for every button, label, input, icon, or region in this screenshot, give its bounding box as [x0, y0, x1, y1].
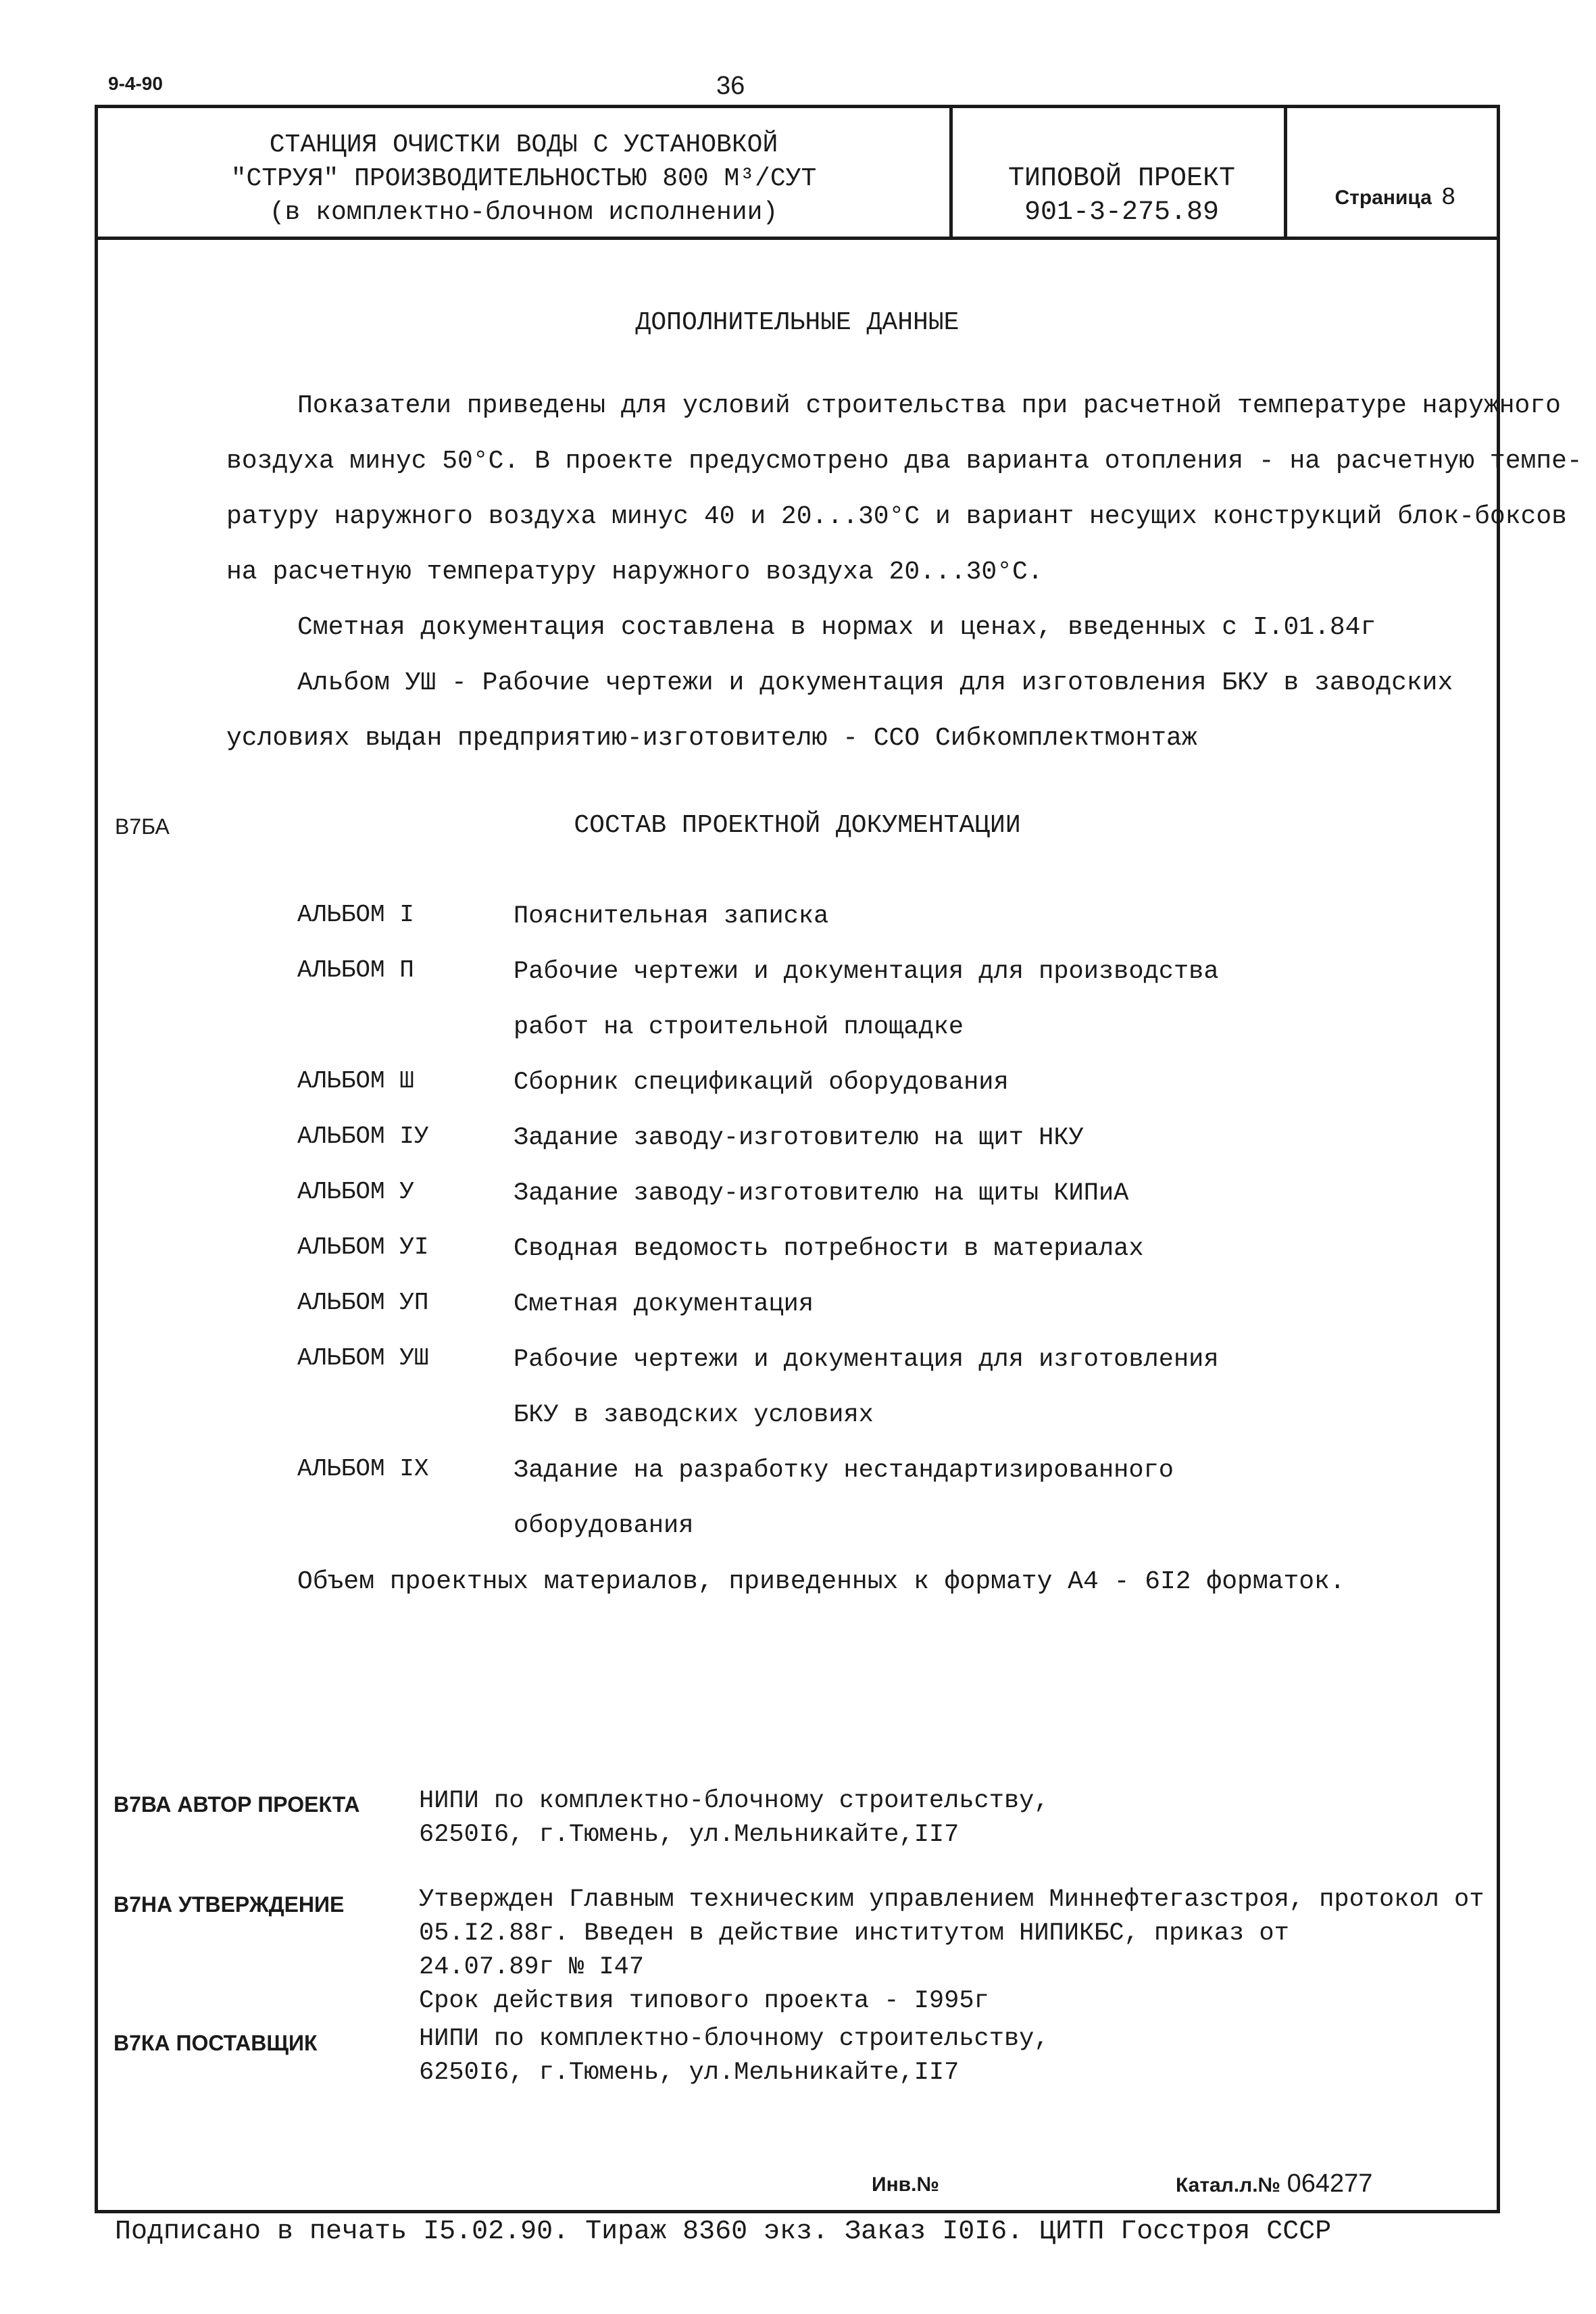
- album-text: Рабочие чертежи и документация для изготовления: [514, 1346, 1219, 1374]
- approval-label: В7НА УТВЕРЖДЕНИЕ: [114, 1892, 345, 1917]
- composition-code: В7БА: [115, 814, 170, 839]
- catalog-number: 064277: [1287, 2169, 1373, 2198]
- album-label: АЛЬБОМ У: [297, 1178, 414, 1206]
- paragraph-line: воздуха минус 50°С. В проекте предусмотрено два варианта отопления - на расчетную темпе-: [226, 447, 1582, 476]
- header-page: [1294, 184, 1497, 212]
- header-title: [101, 128, 946, 230]
- approval-line: Срок действия типового проекта - I995г: [419, 1987, 989, 2015]
- album-text: работ на строительной площадке: [514, 1013, 964, 1041]
- album-label: АЛЬБОМ УШ: [297, 1344, 429, 1372]
- album-text: БКУ в заводских условиях: [514, 1401, 874, 1429]
- paragraph-line: Сметная документация составлена в нормах и ценах, введенных с I.01.84г: [297, 613, 1376, 642]
- album-text: оборудования: [514, 1512, 694, 1540]
- page-number: 36: [716, 72, 745, 100]
- album-text: Рабочие чертежи и документация для производства: [514, 958, 1219, 986]
- album-label: АЛЬБОМ П: [297, 956, 414, 984]
- paragraph-line: на расчетную температуру наружного воздуха 20...30°С.: [226, 558, 1043, 587]
- approval-line: Утвержден Главным техническим управлением Миннефтегазстроя, протокол от: [419, 1886, 1485, 1914]
- album-label: АЛЬБОМ I: [297, 901, 414, 929]
- header-divider: [949, 105, 953, 237]
- album-text: Задание на разработку нестандартизированного: [514, 1456, 1174, 1485]
- header-project: [959, 162, 1284, 230]
- album-label: АЛЬБОМ УП: [297, 1289, 429, 1316]
- author-label: В7ВА АВТОР ПРОЕКТА: [114, 1792, 360, 1817]
- album-label: АЛЬБОМ Ш: [297, 1067, 414, 1095]
- paragraph-line: Альбом УШ - Рабочие чертежи и документация для изготовления БКУ в заводских: [297, 668, 1453, 697]
- approval-line: 05.I2.88г. Введен в действие институтом НИПИКБС, приказ от: [419, 1919, 1289, 1948]
- paragraph-line: Показатели приведены для условий строительства при расчетной температуре наружного: [297, 391, 1561, 420]
- additional-heading: ДОПОЛНИТЕЛЬНЫЕ ДАННЫЕ: [635, 308, 959, 337]
- album-text: Задание заводу-изготовителю на щиты КИПиА: [514, 1179, 1129, 1208]
- supplier-label: В7КА ПОСТАВЩИК: [114, 2031, 318, 2055]
- composition-heading: СОСТАВ ПРОЕКТНОЙ ДОКУМЕНТАЦИИ: [574, 811, 1021, 840]
- catalog-stamp: [1176, 2169, 1372, 2198]
- header-title-line: (в комплектно-блочном исполнении): [269, 198, 778, 227]
- supplier-text: [419, 2022, 1049, 2090]
- album-label: АЛЬБОМ IX: [297, 1455, 429, 1483]
- author-line: 6250I6, г.Тюмень, ул.Мельникайте,II7: [419, 1821, 959, 1849]
- catalog-label: Катал.л.№: [1176, 2174, 1280, 2196]
- page-label: Страница: [1335, 187, 1432, 209]
- album-text: Пояснительная записка: [514, 902, 829, 931]
- album-text: Сводная ведомость потребности в материалах: [514, 1235, 1144, 1263]
- header-title-line: "СТРУЯ" ПРОИЗВОДИТЕЛЬНОСТЬЮ 800 М³/СУТ: [230, 164, 817, 193]
- approval-line: 24.07.89г № I47: [419, 1953, 645, 1981]
- print-footer: Подписано в печать I5.02.90. Тираж 8360 экз. Заказ I0I6. ЦИТП Госстроя СССР: [115, 2217, 1332, 2247]
- album-text: Сборник спецификаций оборудования: [514, 1068, 1009, 1097]
- album-label: АЛЬБОМ IУ: [297, 1123, 429, 1150]
- project-type: ТИПОВОЙ ПРОЕКТ: [1007, 164, 1236, 194]
- page-value: 8: [1441, 184, 1456, 212]
- header-divider: [1284, 105, 1287, 237]
- paragraph-line: ратуру наружного воздуха минус 40 и 20...30°С и вариант несущих конструкций блок-боксов: [226, 502, 1567, 531]
- album-label: АЛЬБОМ УI: [297, 1233, 429, 1261]
- approval-text: [419, 1883, 1484, 2018]
- volume-line: Объем проектных материалов, приведенных к формату А4 - 6I2 форматок.: [297, 1567, 1345, 1596]
- supplier-line: НИПИ по комплектно-блочному строительству,: [419, 2025, 1049, 2053]
- paragraph-line: условиях выдан предприятию-изготовителю - ССО Сибкомплектмонтаж: [226, 724, 1197, 753]
- author-text: [419, 1784, 1049, 1852]
- document-code: 9-4-90: [108, 73, 163, 94]
- author-line: НИПИ по комплектно-блочному строительству,: [419, 1787, 1049, 1815]
- supplier-line: 6250I6, г.Тюмень, ул.Мельникайте,II7: [419, 2059, 959, 2087]
- header-title-line: СТАНЦИЯ ОЧИСТКИ ВОДЫ С УСТАНОВКОЙ: [269, 130, 778, 159]
- album-text: Сметная документация: [514, 1290, 814, 1319]
- inventory-label: Инв.№: [872, 2173, 939, 2196]
- album-text: Задание заводу-изготовителю на щит НКУ: [514, 1124, 1084, 1152]
- project-number: 901-3-275.89: [1024, 197, 1220, 228]
